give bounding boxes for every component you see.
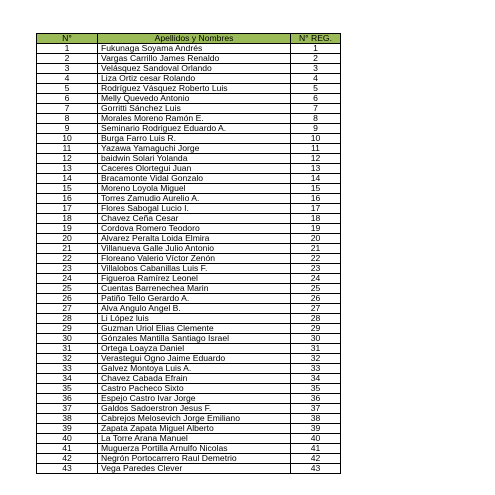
table-row [37,274,341,284]
table-row [37,194,341,204]
cell-name[interactable]: Torres Zamudio Aurelio A. [98,194,291,204]
table-row [37,84,341,94]
table-row [37,374,341,384]
cell-number[interactable]: 17 [37,204,98,214]
cell-number[interactable]: 20 [37,234,98,244]
cell-registration[interactable]: 17 [291,204,341,214]
cell-number[interactable]: 4 [37,74,98,84]
cell-registration[interactable]: 22 [291,254,341,264]
cell-name[interactable]: Villanueva Galle Julio Antonio [98,244,291,254]
cell-number[interactable]: 36 [37,394,98,404]
cell-registration[interactable]: 25 [291,284,341,294]
cell-registration[interactable]: 24 [291,274,341,284]
cell-registration[interactable]: 14 [291,174,341,184]
cell-registration[interactable]: 33 [291,364,341,374]
table-row [37,144,341,154]
cell-name[interactable]: Negrón Portocarrero Raul Demetrio [98,454,291,464]
cell-number[interactable]: 41 [37,444,98,454]
cell-name[interactable]: Villalobos Cabanillas Luis F. [98,264,291,274]
cell-number[interactable]: 23 [37,264,98,274]
table-row [37,154,341,164]
table-row [37,54,341,64]
spreadsheet-area [36,33,341,474]
cell-registration[interactable]: 31 [291,344,341,354]
cell-name[interactable]: Li López luis [98,314,291,324]
cell-number[interactable]: 14 [37,174,98,184]
cell-number[interactable]: 33 [37,364,98,374]
table-header [37,34,341,44]
cell-registration[interactable]: 7 [291,104,341,114]
cell-number[interactable]: 12 [37,154,98,164]
cell-name[interactable]: Galvez Montoya Luis A. [98,364,291,374]
cell-number[interactable]: 43 [37,464,98,474]
header-name[interactable]: Apellidos y Nombres [98,34,291,44]
cell-name[interactable]: Castro Pacheco Sixto [98,384,291,394]
cell-number[interactable]: 31 [37,344,98,354]
cell-number[interactable]: 39 [37,424,98,434]
cell-registration[interactable]: 23 [291,264,341,274]
table-row [37,94,341,104]
table-row [37,394,341,404]
cell-number[interactable]: 21 [37,244,98,254]
cell-name[interactable]: Chavez Cabada Efrain [98,374,291,384]
table-row [37,314,341,324]
cell-registration[interactable]: 36 [291,394,341,404]
cell-number[interactable]: 13 [37,164,98,174]
cell-registration[interactable]: 13 [291,164,341,174]
table-row [37,204,341,214]
cell-number[interactable]: 6 [37,94,98,104]
cell-registration[interactable]: 10 [291,134,341,144]
cell-name[interactable]: Caceres Olortegui Juan [98,164,291,174]
cell-number[interactable]: 16 [37,194,98,204]
cell-registration[interactable]: 3 [291,64,341,74]
table-row [37,344,341,354]
cell-name[interactable]: Cabrejos Melosevich Jorge Emiliano [98,414,291,424]
cell-name[interactable]: baidwin Solari Yolanda [98,154,291,164]
cell-name[interactable]: Cordova Romero Teodoro [98,224,291,234]
table-row [37,174,341,184]
roster-table [36,33,341,474]
cell-registration[interactable]: 34 [291,374,341,384]
table-row [37,434,341,444]
table-row [37,184,341,194]
table-row [37,104,341,114]
cell-registration[interactable]: 1 [291,44,341,54]
cell-number[interactable]: 34 [37,374,98,384]
cell-number[interactable]: 7 [37,104,98,114]
cell-registration[interactable]: 37 [291,404,341,414]
cell-registration[interactable]: 6 [291,94,341,104]
cell-registration[interactable]: 12 [291,154,341,164]
table-row [37,354,341,364]
cell-name[interactable]: Seminario Rodriguez Eduardo A. [98,124,291,134]
cell-name[interactable]: Chavez Ceña Cesar [98,214,291,224]
cell-registration[interactable]: 43 [291,464,341,474]
header-row [37,34,341,44]
table-row [37,264,341,274]
cell-number[interactable]: 28 [37,314,98,324]
cell-number[interactable]: 26 [37,294,98,304]
table-row [37,244,341,254]
cell-registration[interactable]: 27 [291,304,341,314]
cell-name[interactable]: Liza Ortiz cesar Rolando [98,74,291,84]
cell-number[interactable]: 27 [37,304,98,314]
cell-name[interactable]: Alva Angulo Angel B. [98,304,291,314]
cell-registration[interactable]: 9 [291,124,341,134]
table-row [37,404,341,414]
cell-registration[interactable]: 11 [291,144,341,154]
cell-number[interactable]: 35 [37,384,98,394]
cell-registration[interactable]: 39 [291,424,341,434]
cell-number[interactable]: 5 [37,84,98,94]
cell-name[interactable]: Patiño Tello Gerardo A. [98,294,291,304]
cell-name[interactable]: Morales Moreno Ramón E. [98,114,291,124]
cell-number[interactable]: 19 [37,224,98,234]
cell-name[interactable]: Gónzales Mantilla Santiago Israel [98,334,291,344]
cell-registration[interactable]: 20 [291,234,341,244]
cell-registration[interactable]: 40 [291,434,341,444]
cell-registration[interactable]: 26 [291,294,341,304]
cell-registration[interactable]: 19 [291,224,341,234]
table-body [37,44,341,474]
header-number[interactable]: N° [37,34,98,44]
table-row [37,64,341,74]
cell-name[interactable]: Burga Farro Luis R. [98,134,291,144]
cell-registration[interactable]: 29 [291,324,341,334]
table-row [37,414,341,424]
cell-name[interactable]: La Torre Arana Manuel [98,434,291,444]
cell-registration[interactable]: 21 [291,244,341,254]
cell-number[interactable]: 32 [37,354,98,364]
table-row [37,424,341,434]
cell-name[interactable]: Muguerza Portilla Arnulfo Nicolas [98,444,291,454]
table-row [37,134,341,144]
table-row [37,464,341,474]
cell-number[interactable]: 42 [37,454,98,464]
cell-number[interactable]: 18 [37,214,98,224]
cell-number[interactable]: 8 [37,114,98,124]
table-row [37,444,341,454]
cell-registration[interactable]: 2 [291,54,341,64]
table-row [37,304,341,314]
table-row [37,74,341,84]
cell-registration[interactable]: 15 [291,184,341,194]
cell-name[interactable]: Bracamonte Vidal Gonzalo [98,174,291,184]
cell-name[interactable]: Flores Sabogal Lucio I. [98,204,291,214]
cell-number[interactable]: 24 [37,274,98,284]
cell-registration[interactable]: 8 [291,114,341,124]
cell-number[interactable]: 1 [37,44,98,54]
cell-name[interactable]: Verastegui Ogno Jaime Eduardo [98,354,291,364]
table-row [37,294,341,304]
cell-number[interactable]: 30 [37,334,98,344]
cell-name[interactable]: Melly Quevedo Antonio [98,94,291,104]
cell-registration[interactable]: 41 [291,444,341,454]
cell-number[interactable]: 9 [37,124,98,134]
cell-name[interactable]: Figueroa Ramírez Leonel [98,274,291,284]
table-row [37,44,341,54]
cell-number[interactable]: 29 [37,324,98,334]
cell-number[interactable]: 15 [37,184,98,194]
cell-name[interactable]: Zapata Zapata Miguel Alberto [98,424,291,434]
cell-name[interactable]: Gorritti Sánchez Luis [98,104,291,114]
table-row [37,254,341,264]
table-row [37,364,341,374]
cell-name[interactable]: Vega Paredes Clever [98,464,291,474]
cell-registration[interactable]: 35 [291,384,341,394]
table-row [37,114,341,124]
cell-registration[interactable]: 38 [291,414,341,424]
table-row [37,334,341,344]
cell-number[interactable]: 22 [37,254,98,264]
header-registration[interactable]: N° REG. [291,34,341,44]
cell-name[interactable]: Alvarez Peralta Loida Elmira [98,234,291,244]
cell-name[interactable]: Moreno Loyola Miguel [98,184,291,194]
table-row [37,324,341,334]
cell-registration[interactable]: 30 [291,334,341,344]
table-row [37,384,341,394]
cell-number[interactable]: 40 [37,434,98,444]
table-row [37,284,341,294]
cell-number[interactable]: 10 [37,134,98,144]
table-row [37,124,341,134]
cell-number[interactable]: 11 [37,144,98,154]
cell-registration[interactable]: 18 [291,214,341,224]
cell-number[interactable]: 38 [37,414,98,424]
cell-registration[interactable]: 28 [291,314,341,324]
cell-name[interactable]: Velásquez Sandoval Orlando [98,64,291,74]
cell-name[interactable]: Yazawa Yamaguchi Jorge [98,144,291,154]
table-row [37,234,341,244]
cell-number[interactable]: 37 [37,404,98,414]
cell-registration[interactable]: 42 [291,454,341,464]
cell-registration[interactable]: 32 [291,354,341,364]
table-row [37,214,341,224]
cell-name[interactable]: Guzman Uriol Elias Clemente [98,324,291,334]
cell-number[interactable]: 2 [37,54,98,64]
table-row [37,224,341,234]
cell-name[interactable]: Rodríguez Vásquez Roberto Luis [98,84,291,94]
cell-name[interactable]: Cuentas Barrenechea Marin [98,284,291,294]
cell-name[interactable]: Vargas Carrillo James Renaldo [98,54,291,64]
table-row [37,164,341,174]
cell-name[interactable]: Fukunaga Soyama Andrés [98,44,291,54]
cell-name[interactable]: Galdos Sadoerstron Jesus F. [98,404,291,414]
cell-number[interactable]: 3 [37,64,98,74]
cell-registration[interactable]: 5 [291,84,341,94]
table-row [37,454,341,464]
cell-name[interactable]: Floreano Valerio Víctor Zenón [98,254,291,264]
cell-registration[interactable]: 4 [291,74,341,84]
cell-name[interactable]: Ortega Loayza Daniel [98,344,291,354]
cell-number[interactable]: 25 [37,284,98,294]
cell-name[interactable]: Espejo Castro Ivar Jorge [98,394,291,404]
cell-registration[interactable]: 16 [291,194,341,204]
